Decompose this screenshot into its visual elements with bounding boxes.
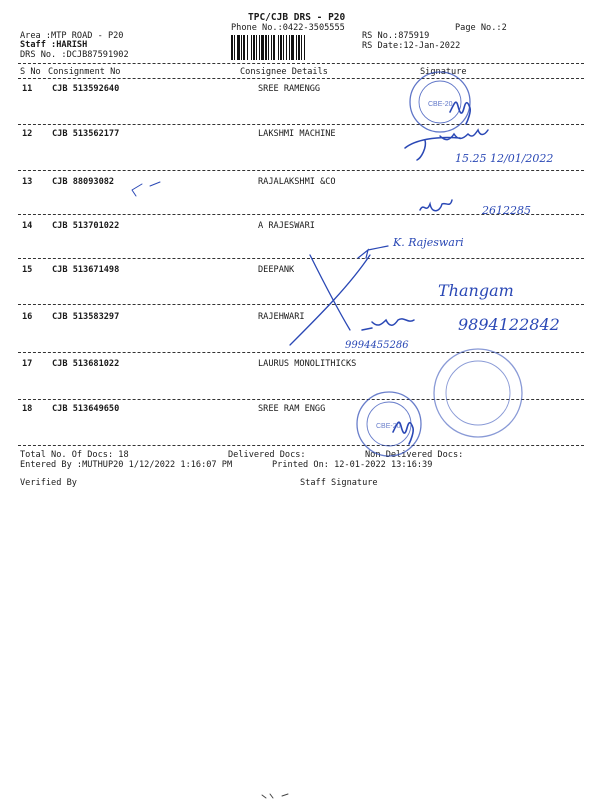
- stamp-text: CBE-20: [376, 423, 401, 430]
- company-stamp: [410, 72, 470, 132]
- handwritten-name: Thangam: [438, 281, 514, 300]
- tick-mark: [132, 182, 160, 196]
- staff-label: Staff :HARISH: [20, 40, 88, 50]
- handwritten-note: 2612285: [482, 204, 531, 217]
- column-header-signature: Signature: [420, 67, 467, 77]
- printed-on: Printed On: 12-01-2022 13:16:39: [272, 460, 433, 470]
- handwritten-phone: 9894122842: [458, 315, 560, 334]
- row-sno: 16: [22, 312, 33, 322]
- row-consignee: RAJALAKSHMI &CO: [258, 177, 336, 187]
- document-title: TPC/CJB DRS - P20: [248, 12, 346, 23]
- row-consignee: LAKSHMI MACHINE: [258, 129, 336, 139]
- row-sno: 17: [22, 359, 33, 369]
- non-delivered-docs: Non Delivered Docs:: [365, 450, 464, 460]
- row-consignee: A RAJESWARI: [258, 221, 315, 231]
- row-consignment: CJB 513592640: [52, 84, 120, 94]
- row-consignment: CJB 88093082: [52, 177, 115, 187]
- row-consignee: SREE RAM ENGG: [258, 404, 326, 414]
- handwritten-date: 15.25 12/01/2022: [455, 152, 554, 165]
- row-consignment: CJB 513562177: [52, 129, 120, 139]
- drs-number: DRS No. :DCJB87591902: [20, 50, 129, 60]
- signature-row13: [420, 200, 452, 211]
- row-consignment: CJB 513681022: [52, 359, 120, 369]
- handwritten-phone-2: 9994455286: [345, 340, 409, 351]
- row-consignment: CJB 513649650: [52, 404, 120, 414]
- company-stamp: [434, 349, 522, 437]
- row-sno: 13: [22, 177, 33, 187]
- row-consignment: CJB 513671498: [52, 265, 120, 275]
- row-consignee: RAJEHWARI: [258, 312, 305, 322]
- entered-by: Entered By :MUTHUP20 1/12/2022 1:16:07 PM: [20, 460, 233, 470]
- column-header-sno: S No: [20, 67, 41, 77]
- row-consignee: SREE RAMENGG: [258, 84, 321, 94]
- stamp-text: CBE-20: [428, 101, 453, 108]
- area-label: Area :MTP ROAD - P20: [20, 31, 124, 41]
- delivered-docs: Delivered Docs:: [228, 450, 306, 460]
- row-sno: 14: [22, 221, 33, 231]
- rs-number: RS No.:875919: [362, 31, 430, 41]
- column-header-consignee: Consignee Details: [240, 67, 328, 77]
- cross-line: [290, 255, 370, 345]
- verified-by-label: Verified By: [20, 478, 77, 488]
- scan-mark: [262, 794, 288, 798]
- row-sno: 12: [22, 129, 33, 139]
- staff-signature-label: Staff Signature: [300, 478, 378, 488]
- row-sno: 11: [22, 84, 33, 94]
- phone-number: Phone No.:0422-3505555: [231, 23, 345, 33]
- arrow-mark: [358, 246, 388, 258]
- row-consignee: DEEPANK: [258, 265, 295, 275]
- row-consignee: LAURUS MONOLITHICKS: [258, 359, 357, 369]
- page-number: Page No.:2: [455, 23, 507, 33]
- row-sno: 18: [22, 404, 33, 414]
- row-sno: 15: [22, 265, 33, 275]
- rs-date: RS Date:12-Jan-2022: [362, 41, 461, 51]
- row-consignment: CJB 513583297: [52, 312, 120, 322]
- column-header-consignment: Consignment No: [48, 67, 121, 77]
- signature-row16: [362, 319, 414, 330]
- row-consignment: CJB 513701022: [52, 221, 120, 231]
- handwritten-name: K. Rajeswari: [393, 236, 464, 249]
- total-docs: Total No. Of Docs: 18: [20, 450, 129, 460]
